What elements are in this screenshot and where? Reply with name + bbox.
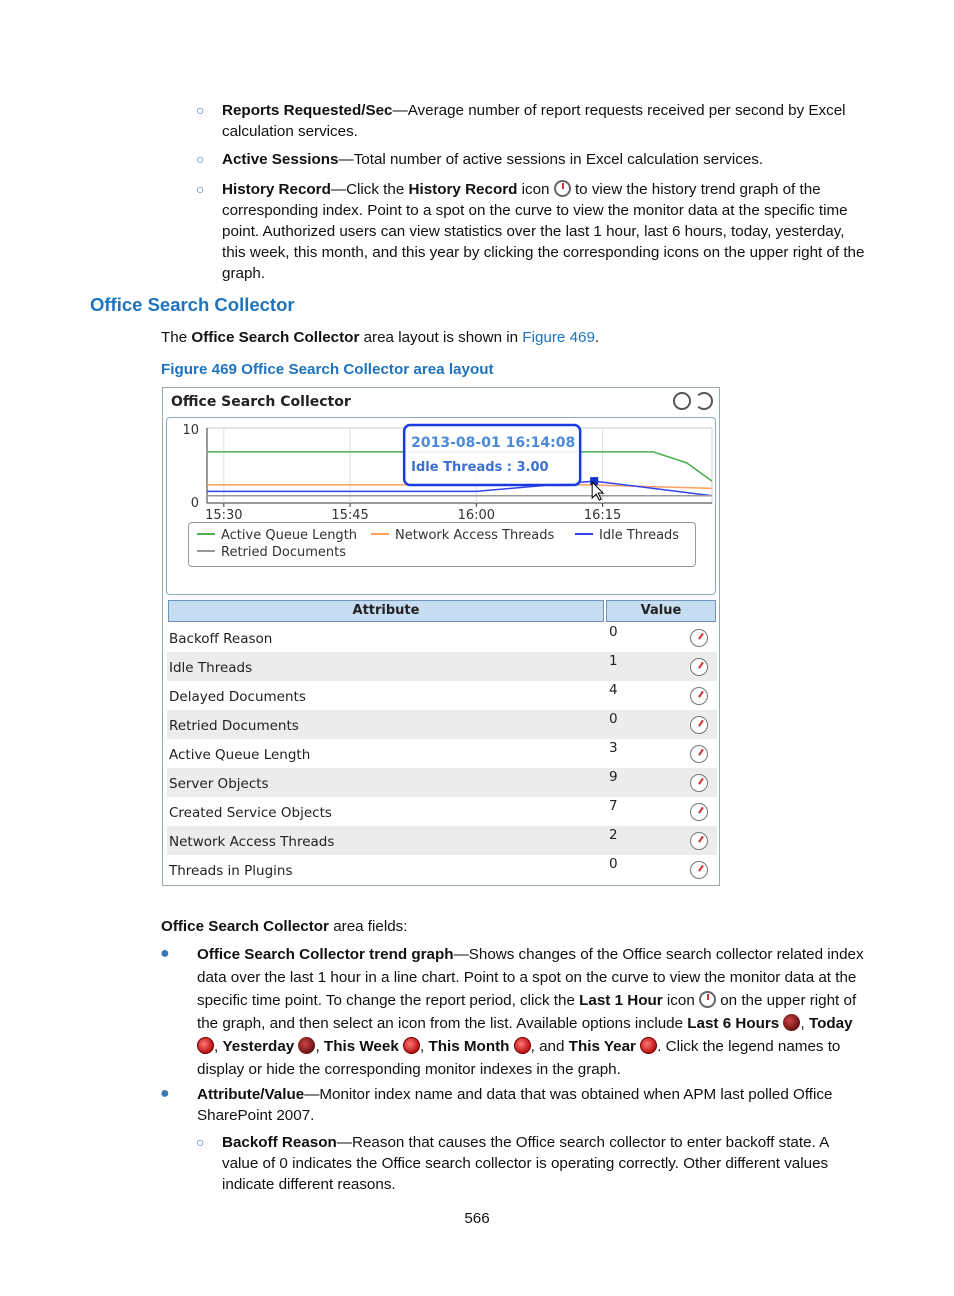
legend-swatch	[197, 533, 215, 535]
bullet-dot-icon: ●	[160, 945, 170, 962]
legend-swatch	[371, 533, 389, 535]
legend-label: Network Access Threads	[395, 528, 555, 543]
legend-item-retried-documents[interactable]	[197, 545, 346, 560]
attribute-value: 0	[609, 711, 618, 727]
term: Office Search Collector	[191, 329, 360, 346]
term: Active Sessions	[222, 151, 339, 168]
attribute-name: Backoff Reason	[169, 631, 273, 647]
intro-paragraph	[161, 327, 599, 348]
attribute-name: Delayed Documents	[169, 689, 306, 705]
fields-intro	[161, 916, 407, 937]
bullet-dot-icon: ●	[160, 1085, 170, 1102]
history-record-icon[interactable]	[690, 629, 708, 647]
history-record-icon[interactable]	[690, 861, 708, 879]
attribute-value: 2	[609, 827, 618, 843]
figure-caption: Figure 469 Office Search Collector area layout	[161, 361, 494, 378]
text: area layout is shown in	[359, 329, 523, 346]
legend-label: Active Queue Length	[221, 528, 358, 543]
yesterday-icon	[298, 1037, 315, 1054]
text: ,	[800, 1015, 809, 1032]
this-week-icon	[403, 1037, 420, 1054]
term: Last 1 Hour	[579, 992, 663, 1009]
sub-item-history-record	[196, 179, 866, 284]
column-header-value[interactable]: Value	[606, 600, 716, 622]
text: —Click the	[330, 181, 409, 198]
circle-bullet-icon: ○	[196, 1134, 205, 1150]
sub-item-backoff-reason	[196, 1132, 866, 1195]
history-record-icon[interactable]	[690, 745, 708, 763]
refresh-icon[interactable]	[695, 392, 713, 410]
term: Today	[808, 1015, 853, 1032]
attribute-value: 9	[609, 769, 618, 785]
text: . Click the legend names to display or hide the corresponding monitor indexes in the graph.	[197, 1038, 841, 1078]
table-row	[167, 826, 717, 855]
term: Backoff Reason	[222, 1134, 337, 1151]
y-tick-label: 0	[190, 496, 199, 511]
legend-swatch	[197, 550, 215, 552]
text: ,	[315, 1038, 324, 1055]
term: History Record	[408, 181, 518, 198]
text: ,	[214, 1038, 223, 1055]
history-record-icon[interactable]	[690, 658, 708, 676]
term: This Year	[568, 1038, 636, 1055]
attribute-name: Threads in Plugins	[169, 863, 293, 879]
text: icon	[662, 992, 699, 1009]
text: on the upper right of the graph, and then select an icon from the list. Available options include	[197, 992, 857, 1032]
clock-icon[interactable]	[673, 392, 691, 410]
tooltip-time: 2013-08-01 16:14:08	[411, 435, 576, 451]
text: —Reason that causes the Office search collector to enter backoff state. A value of 0 indicates the Office search collector is operating correctly. Other different values indicate different reasons.	[222, 1134, 829, 1193]
x-tick-label: 16:15	[583, 508, 622, 523]
history-record-icon[interactable]	[690, 803, 708, 821]
tooltip-value: Idle Threads : 3.00	[411, 460, 549, 475]
history-record-icon[interactable]	[690, 687, 708, 705]
this-year-icon	[640, 1037, 657, 1054]
x-tick-label: 16:00	[457, 508, 496, 523]
history-record-icon[interactable]	[690, 716, 708, 734]
text: to view the history trend graph of the corresponding index. Point to a spot on the curve to view the monitor data at the specific time point. Authorized users can view statistics over the last 1 hour, last 6 hours, today, yesterday, this week, this month, and this year by clicking the corresponding icons on the upper right of the graph.	[222, 181, 865, 282]
circle-bullet-icon: ○	[196, 151, 205, 167]
office-search-collector-panel	[162, 387, 720, 886]
circle-bullet-icon: ○	[196, 181, 205, 197]
table-row	[167, 681, 717, 710]
text: —Monitor index name and data that was obtained when APM last polled Office SharePoint 2007.	[197, 1086, 833, 1124]
attribute-value: 0	[609, 624, 618, 640]
table-row	[167, 739, 717, 768]
y-tick-label: 10	[182, 423, 199, 438]
chart-legend	[188, 522, 696, 567]
text: area fields:	[328, 918, 408, 935]
attribute-name: Idle Threads	[169, 660, 253, 676]
legend-swatch	[575, 533, 593, 535]
table-row	[167, 710, 717, 739]
text: —Shows changes of the Office search collector related index data over the last 1 hour in a line chart. Point to a spot on the curve to view the monitor data at the specific time point. To change the report period, click the	[197, 946, 864, 1009]
x-tick-label: 15:30	[205, 508, 243, 523]
bullet-trend-graph	[160, 944, 866, 1081]
legend-label: Idle Threads	[599, 528, 680, 543]
x-tick-label: 15:45	[331, 508, 369, 523]
circle-bullet-icon: ○	[196, 102, 205, 118]
figure-link[interactable]: Figure 469	[522, 329, 595, 346]
sub-item-active-sessions	[196, 149, 866, 170]
trend-graph	[166, 417, 716, 595]
text: .	[594, 329, 600, 346]
history-record-icon	[554, 180, 571, 197]
attribute-name: Retried Documents	[169, 718, 299, 734]
term: This Month	[428, 1038, 510, 1055]
table-row	[167, 623, 717, 652]
last-6-hours-icon	[783, 1014, 800, 1031]
attribute-value: 3	[609, 740, 618, 756]
today-icon	[197, 1037, 214, 1054]
legend-label: Retried Documents	[221, 545, 347, 560]
term: Last 6 Hours	[687, 1015, 780, 1032]
bullet-attribute-value	[160, 1084, 866, 1126]
section-heading: Office Search Collector	[90, 294, 295, 315]
term: Attribute/Value	[197, 1086, 305, 1103]
page-number: 566	[464, 1210, 490, 1227]
term: History Record	[222, 181, 331, 198]
history-record-icon[interactable]	[690, 774, 708, 792]
term: This Week	[323, 1038, 399, 1055]
legend-item-idle-threads[interactable]	[575, 528, 679, 543]
attribute-name: Active Queue Length	[169, 747, 311, 763]
attribute-name: Network Access Threads	[169, 834, 335, 850]
legend-item-network-access-threads[interactable]	[371, 528, 554, 543]
panel-title: Office Search Collector	[171, 394, 351, 410]
tooltip-box	[404, 425, 580, 485]
term: Yesterday	[222, 1038, 295, 1055]
term: Office Search Collector	[161, 918, 329, 935]
attribute-value: 4	[609, 682, 618, 698]
table-row	[167, 855, 717, 884]
attribute-value: 1	[609, 653, 618, 669]
line-chart[interactable]	[167, 418, 715, 528]
text: ,	[420, 1038, 429, 1055]
sub-item-reports-requested	[196, 100, 866, 142]
term: Reports Requested/Sec	[222, 102, 393, 119]
table-row	[167, 652, 717, 681]
description: —Average number of report requests received per second by Excel calculation services.	[222, 102, 846, 140]
attribute-value: 0	[609, 856, 618, 872]
text: icon	[517, 181, 554, 198]
attribute-name: Created Service Objects	[169, 805, 332, 821]
attribute-name: Server Objects	[169, 776, 269, 792]
term: Office Search Collector trend graph	[197, 946, 454, 963]
text: The	[161, 329, 192, 346]
attribute-value: 7	[609, 798, 618, 814]
table-row	[167, 768, 717, 797]
text: , and	[530, 1038, 569, 1055]
table-row	[167, 797, 717, 826]
last-1-hour-icon	[699, 991, 716, 1008]
this-month-icon	[514, 1037, 531, 1054]
description: —Total number of active sessions in Excel calculation services.	[338, 151, 764, 168]
column-header-attribute[interactable]: Attribute	[168, 600, 604, 622]
legend-item-active-queue-length[interactable]	[197, 528, 357, 543]
history-record-icon[interactable]	[690, 832, 708, 850]
